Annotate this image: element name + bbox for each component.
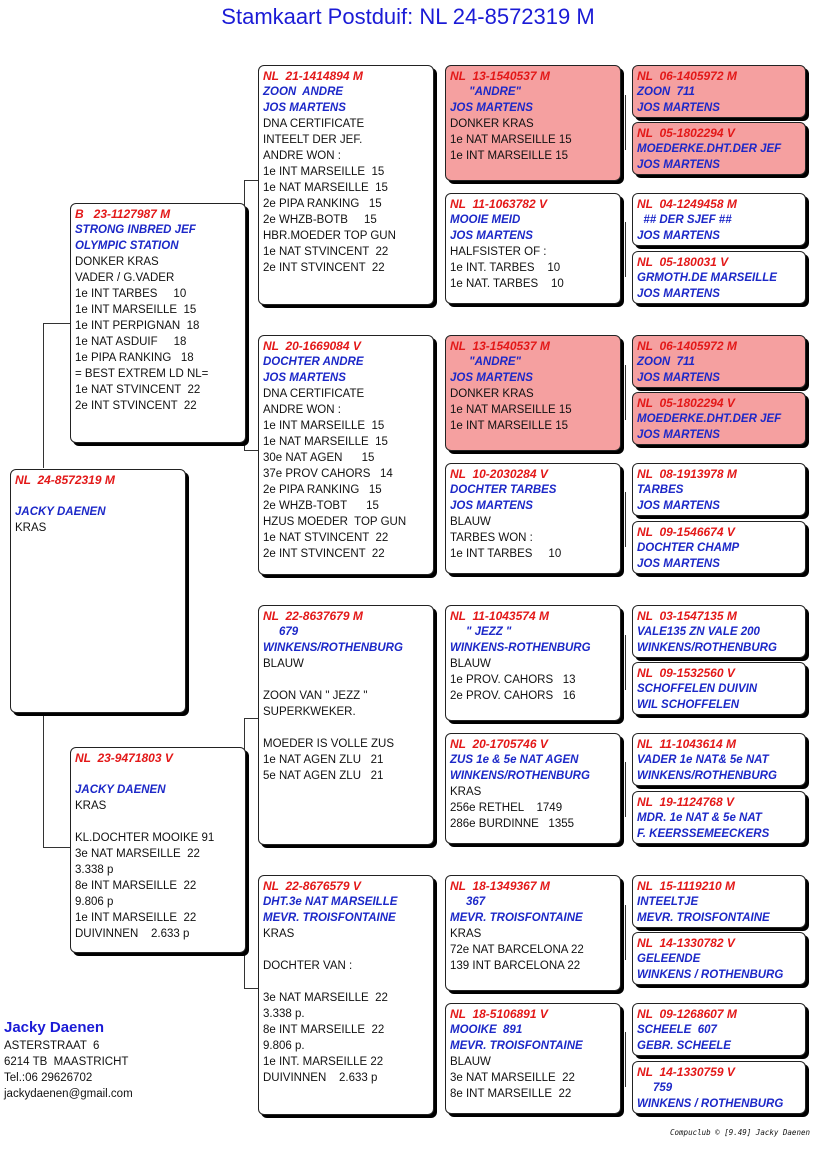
- card-line: JOS MARTENS: [637, 230, 720, 242]
- card-line: ANDRE WON :: [263, 150, 341, 162]
- card-line: SCHEELE 607: [637, 1024, 717, 1036]
- card-line: WIL SCHOFFELEN: [637, 699, 740, 711]
- ring-number: NL 20-1669084 V: [263, 339, 361, 353]
- card-line: JOS MARTENS: [637, 288, 720, 300]
- card-line: 1e NAT MARSEILLE 15: [263, 436, 388, 448]
- card-line: 2e INT STVINCENT 22: [263, 262, 385, 274]
- pigeon-card-mfmm[interactable]: [632, 791, 806, 844]
- owner-block: [4, 1018, 133, 1102]
- card-line: DHT.3e NAT MARSEILLE: [263, 896, 398, 908]
- pigeon-card-ffmm[interactable]: [632, 251, 806, 304]
- card-line: " JEZZ ": [450, 626, 512, 638]
- card-line: HALFSISTER OF :: [450, 246, 547, 258]
- pigeon-card-mmm[interactable]: [445, 1003, 621, 1114]
- card-line: INTEELT DER JEF.: [263, 134, 363, 146]
- pigeon-card-mffm[interactable]: [632, 662, 806, 715]
- card-line: WINKENS / ROTHENBURG: [637, 1098, 784, 1110]
- card-line: 2e PIPA RANKING 15: [263, 484, 382, 496]
- card-line: KRAS: [75, 800, 107, 812]
- card-line: [263, 942, 429, 958]
- card-line: = BEST EXTREM LD NL=: [75, 368, 209, 380]
- ring-number: NL 21-1414894 M: [263, 69, 363, 83]
- pigeon-card-mfm[interactable]: [445, 733, 621, 844]
- pigeon-card-mother[interactable]: [70, 747, 246, 953]
- ring-number: NL 23-9471803 V: [75, 751, 173, 765]
- card-line: 1e NAT STVINCENT 22: [75, 384, 201, 396]
- ring-number: NL 06-1405972 M: [637, 69, 737, 83]
- card-line: 1e NAT. TARBES 10: [450, 278, 564, 290]
- pigeon-card-father[interactable]: [70, 203, 246, 443]
- card-line: JOS MARTENS: [263, 372, 346, 384]
- card-line: JOS MARTENS: [637, 558, 720, 570]
- pigeon-card-mmmm[interactable]: [632, 1061, 806, 1114]
- card-line: 1e INT. MARSEILLE 22: [263, 1056, 384, 1068]
- card-line: 1e INT MARSEILLE 15: [75, 304, 197, 316]
- ring-number: NL 11-1043574 M: [450, 609, 549, 623]
- pigeon-card-mfmf[interactable]: [632, 733, 806, 786]
- pigeon-card-fm[interactable]: [258, 335, 434, 575]
- pigeon-card-fmmm[interactable]: [632, 521, 806, 574]
- ring-number: NL 14-1330782 V: [637, 936, 735, 950]
- pigeon-card-ffff[interactable]: [632, 65, 806, 118]
- connector: [436, 110, 437, 250]
- ring-number: NL 15-1119210 M: [637, 879, 736, 893]
- card-line: ZOON 711: [637, 86, 695, 98]
- ring-number: NL 04-1249458 M: [637, 197, 737, 211]
- card-line: 1e INT TARBES 10: [450, 548, 562, 560]
- connector: [436, 380, 437, 520]
- card-line: 37e PROV CAHORS 14: [263, 468, 393, 480]
- pigeon-card-mmff[interactable]: [632, 875, 806, 928]
- pigeon-card-fmf[interactable]: [445, 335, 621, 451]
- card-line: VADER / G.VADER: [75, 272, 175, 284]
- pigeon-card-mmfm[interactable]: [632, 932, 806, 985]
- card-line: WINKENS/ROTHENBURG: [637, 642, 777, 654]
- card-line: WINKENS/ROTHENBURG: [263, 642, 403, 654]
- card-line: DOCHTER ANDRE: [263, 356, 364, 368]
- card-line: 9.806 p.: [263, 1040, 305, 1052]
- connector: [625, 95, 626, 150]
- card-line: 2e PROV. CAHORS 16: [450, 690, 576, 702]
- card-line: MOEDER IS VOLLE ZUS: [263, 738, 395, 750]
- card-line: [15, 488, 181, 504]
- ring-number: NL 08-1913978 M: [637, 467, 737, 481]
- card-line: F. KEERSSEMEECKERS: [637, 828, 770, 840]
- pigeon-card-mmmf[interactable]: [632, 1003, 806, 1056]
- card-line: KRAS: [450, 928, 482, 940]
- card-line: DOCHTER VAN :: [263, 960, 353, 972]
- card-line: 1e NAT MARSEILLE 15: [450, 134, 572, 146]
- card-line: 1e INT PERPIGNAN 18: [75, 320, 200, 332]
- card-line: BLAUW: [263, 658, 304, 670]
- card-line: 8e INT MARSEILLE 22: [450, 1088, 572, 1100]
- connector: [244, 450, 258, 451]
- pigeon-card-subject[interactable]: [10, 469, 186, 713]
- card-line: MOOIE MEID: [450, 214, 521, 226]
- pigeon-card-fmm[interactable]: [445, 463, 621, 574]
- card-line: ANDRE WON :: [263, 404, 341, 416]
- pigeon-card-mfff[interactable]: [632, 605, 806, 658]
- ring-number: NL 05-1802294 V: [637, 126, 735, 140]
- ring-number: NL 13-1540537 M: [450, 69, 550, 83]
- card-line: 2e PIPA RANKING 15: [263, 198, 382, 210]
- pigeon-card-mm[interactable]: [258, 875, 434, 1115]
- card-line: HZUS MOEDER TOP GUN: [263, 516, 407, 528]
- card-line: MEVR. TROISFONTAINE: [263, 912, 396, 924]
- connector: [244, 180, 258, 181]
- card-line: 2e INT STVINCENT 22: [75, 400, 197, 412]
- card-line: JOS MARTENS: [637, 159, 720, 171]
- pigeon-card-fff[interactable]: [445, 65, 621, 181]
- card-line: BLAUW: [450, 1056, 491, 1068]
- ring-number: NL 05-180031 V: [637, 255, 729, 269]
- card-line: MEVR. TROISFONTAINE: [450, 912, 583, 924]
- connector: [43, 713, 44, 847]
- card-line: JOS MARTENS: [637, 500, 720, 512]
- card-line: JOS MARTENS: [637, 102, 720, 114]
- card-line: 759: [637, 1082, 673, 1094]
- card-line: TARBES: [637, 484, 684, 496]
- card-line: 3e NAT MARSEILLE 22: [450, 1072, 575, 1084]
- owner-city: 6214 TB MAASTRICHT: [4, 1056, 129, 1068]
- card-line: DNA CERTIFICATE: [263, 388, 365, 400]
- card-line: 9.806 p: [75, 896, 114, 908]
- pigeon-card-ffmf[interactable]: [632, 193, 806, 246]
- card-line: 3.338 p.: [263, 1008, 305, 1020]
- card-line: WINKENS/ROTHENBURG: [450, 770, 590, 782]
- card-line: BLAUW: [450, 658, 491, 670]
- pigeon-card-mff[interactable]: [445, 605, 621, 721]
- card-line: ZOON VAN " JEZZ ": [263, 690, 368, 702]
- card-line: [263, 974, 429, 990]
- ring-number: NL 22-8637679 M: [263, 609, 363, 623]
- connector: [43, 847, 70, 848]
- card-line: MEVR. TROISFONTAINE: [450, 1040, 583, 1052]
- ring-number: NL 24-8572319 M: [15, 473, 115, 487]
- card-line: JOS MARTENS: [450, 230, 533, 242]
- connector: [625, 222, 626, 277]
- ring-number: NL 14-1330759 V: [637, 1065, 735, 1079]
- card-line: 1e INT MARSEILLE 15: [450, 150, 569, 162]
- pigeon-card-fffm[interactable]: [632, 122, 806, 175]
- card-line: 1e NAT STVINCENT 22: [263, 532, 389, 544]
- card-line: MOOIKE 891: [450, 1024, 523, 1036]
- ring-number: NL 11-1063782 V: [450, 197, 547, 211]
- card-line: DONKER KRAS: [450, 388, 534, 400]
- card-line: WINKENS / ROTHENBURG: [637, 969, 784, 981]
- card-line: JOS MARTENS: [637, 429, 720, 441]
- card-line: SCHOFFELEN DUIVIN: [637, 683, 758, 695]
- ring-number: NL 09-1268607 M: [637, 1007, 737, 1021]
- card-line: 286e BURDINNE 1355: [450, 818, 575, 830]
- card-line: 1e INT TARBES 10: [75, 288, 187, 300]
- card-line: DNA CERTIFICATE: [263, 118, 365, 130]
- pigeon-card-ffm[interactable]: [445, 193, 621, 304]
- card-line: 3e NAT MARSEILLE 22: [263, 992, 388, 1004]
- footer-credit: Compuclub © [9.49] Jacky Daenen: [670, 1128, 810, 1137]
- card-line: [75, 814, 241, 830]
- card-line: JOS MARTENS: [450, 500, 533, 512]
- card-line: [263, 672, 429, 688]
- connector: [43, 323, 70, 324]
- card-line: 1e NAT STVINCENT 22: [263, 246, 389, 258]
- connector: [625, 635, 626, 690]
- connector: [244, 988, 258, 989]
- card-line: 3e NAT MARSEILLE 22: [75, 848, 200, 860]
- card-line: JACKY DAENEN: [75, 784, 166, 796]
- card-line: HBR.MOEDER TOP GUN: [263, 230, 396, 242]
- connector: [436, 650, 437, 790]
- connector: [436, 920, 437, 1060]
- card-line: "ANDRE": [450, 356, 521, 368]
- card-line: WINKENS-ROTHENBURG: [450, 642, 591, 654]
- card-line: KL.DOCHTER MOOIKE 91: [75, 832, 215, 844]
- card-line: STRONG INBRED JEF: [75, 224, 196, 236]
- pigeon-card-mmf[interactable]: [445, 875, 621, 991]
- card-line: JOS MARTENS: [450, 372, 533, 384]
- card-line: DOCHTER TARBES: [450, 484, 557, 496]
- card-line: 5e NAT AGEN ZLU 21: [263, 770, 384, 782]
- card-line: 2e WHZB-TOBT 15: [263, 500, 379, 512]
- card-line: GRMOTH.DE MARSEILLE: [637, 272, 777, 284]
- card-line: 1e INT MARSEILLE 15: [450, 420, 569, 432]
- card-line: 1e INT MARSEILLE 15: [263, 420, 385, 432]
- card-line: 256e RETHEL 1749: [450, 802, 563, 814]
- card-line: ZOON ANDRE: [263, 86, 344, 98]
- card-line: SUPERKWEKER.: [263, 706, 356, 718]
- card-line: 1e INT MARSEILLE 22: [75, 912, 197, 924]
- connector: [625, 762, 626, 817]
- connector: [43, 323, 44, 468]
- card-line: 1e PROV. CAHORS 13: [450, 674, 576, 686]
- ring-number: NL 10-2030284 V: [450, 467, 548, 481]
- card-line: BLAUW: [450, 516, 491, 528]
- card-line: GEBR. SCHEELE: [637, 1040, 731, 1052]
- owner-email[interactable]: jackydaenen@gmail.com: [4, 1088, 133, 1100]
- card-line: ZOON 711: [637, 356, 695, 368]
- card-line: 72e NAT BARCELONA 22: [450, 944, 584, 956]
- card-line: TARBES WON :: [450, 532, 533, 544]
- ring-number: NL 05-1802294 V: [637, 396, 735, 410]
- pigeon-card-fmmf[interactable]: [632, 463, 806, 516]
- connector: [625, 365, 626, 420]
- card-line: 8e INT MARSEILLE 22: [263, 1024, 385, 1036]
- pigeon-card-ff[interactable]: [258, 65, 434, 305]
- ring-number: NL 09-1532560 V: [637, 666, 735, 680]
- card-line: 1e NAT AGEN ZLU 21: [263, 754, 384, 766]
- card-line: 1e PIPA RANKING 18: [75, 352, 194, 364]
- pigeon-card-mf[interactable]: [258, 605, 434, 845]
- card-line: 30e NAT AGEN 15: [263, 452, 375, 464]
- card-line: ZUS 1e & 5e NAT AGEN: [450, 754, 579, 766]
- card-line: MDR. 1e NAT & 5e NAT: [637, 812, 762, 824]
- card-line: KRAS: [15, 522, 47, 534]
- connector: [244, 718, 258, 719]
- card-line: 1e INT MARSEILLE 15: [263, 166, 385, 178]
- ring-number: B 23-1127987 M: [75, 207, 171, 221]
- card-line: 367: [450, 896, 486, 908]
- card-line: "ANDRE": [450, 86, 521, 98]
- ring-number: NL 09-1546674 V: [637, 525, 735, 539]
- card-line: VALE135 ZN VALE 200: [637, 626, 760, 638]
- owner-phone: Tel.:06 29626702: [4, 1072, 93, 1084]
- owner-street: ASTERSTRAAT 6: [4, 1040, 100, 1052]
- ring-number: NL 22-8676579 V: [263, 879, 361, 893]
- card-line: DONKER KRAS: [75, 256, 159, 268]
- ring-number: NL 11-1043614 M: [637, 737, 736, 751]
- card-line: INTEELTJE: [637, 896, 699, 908]
- pigeon-card-fmfm[interactable]: [632, 392, 806, 445]
- ring-number: NL 13-1540537 M: [450, 339, 550, 353]
- card-line: VADER 1e NAT& 5e NAT: [637, 754, 769, 766]
- card-line: [263, 720, 429, 736]
- card-line: 1e NAT MARSEILLE 15: [450, 404, 572, 416]
- card-line: 3.338 p: [75, 864, 114, 876]
- connector: [625, 492, 626, 547]
- card-line: JOS MARTENS: [450, 102, 533, 114]
- card-line: WINKENS/ROTHENBURG: [637, 770, 777, 782]
- card-line: [75, 766, 241, 782]
- ring-number: NL 03-1547135 M: [637, 609, 737, 623]
- ring-number: NL 06-1405972 M: [637, 339, 737, 353]
- card-line: 2e INT STVINCENT 22: [263, 548, 385, 560]
- card-line: JOS MARTENS: [637, 372, 720, 384]
- card-line: DONKER KRAS: [450, 118, 534, 130]
- card-line: KRAS: [263, 928, 295, 940]
- card-line: DUIVINNEN 2.633 p: [75, 928, 190, 940]
- card-line: 139 INT BARCELONA 22: [450, 960, 581, 972]
- connector: [625, 1032, 626, 1087]
- card-line: MEVR. TROISFONTAINE: [637, 912, 770, 924]
- ring-number: NL 18-1349367 M: [450, 879, 550, 893]
- card-line: 679: [263, 626, 299, 638]
- connector: [625, 905, 626, 960]
- owner-name: Jacky Daenen: [4, 1019, 105, 1036]
- ring-number: NL 18-5106891 V: [450, 1007, 548, 1021]
- pigeon-card-fmff[interactable]: [632, 335, 806, 388]
- card-line: MOEDERKE.DHT.DER JEF: [637, 413, 782, 425]
- card-line: JACKY DAENEN: [15, 506, 106, 518]
- page-title: Stamkaart Postduif: NL 24-8572319 M: [221, 4, 595, 29]
- card-line: DOCHTER CHAMP: [637, 542, 740, 554]
- card-line: 1e NAT MARSEILLE 15: [263, 182, 388, 194]
- card-line: 8e INT MARSEILLE 22: [75, 880, 197, 892]
- card-line: MOEDERKE.DHT.DER JEF: [637, 143, 782, 155]
- card-line: OLYMPIC STATION: [75, 240, 179, 252]
- card-line: ## DER SJEF ##: [637, 214, 732, 226]
- card-line: JOS MARTENS: [263, 102, 346, 114]
- ring-number: NL 20-1705746 V: [450, 737, 548, 751]
- card-line: KRAS: [450, 786, 482, 798]
- card-line: 2e WHZB-BOTB 15: [263, 214, 377, 226]
- card-line: DUIVINNEN 2.633 p: [263, 1072, 378, 1084]
- card-line: 1e NAT ASDUIF 18: [75, 336, 187, 348]
- card-line: GELEENDE: [637, 953, 701, 965]
- card-line: 1e INT. TARBES 10: [450, 262, 561, 274]
- ring-number: NL 19-1124768 V: [637, 795, 734, 809]
